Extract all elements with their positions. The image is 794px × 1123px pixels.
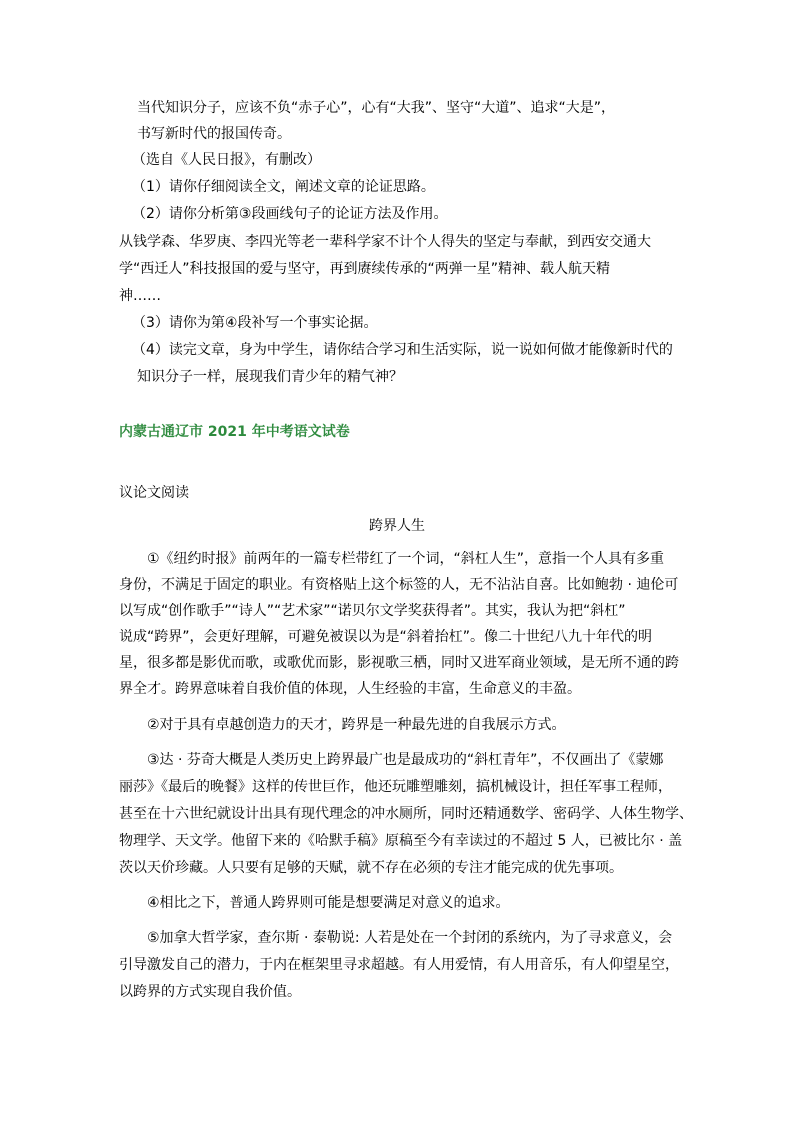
essay-title: 跨界人生 bbox=[369, 518, 425, 534]
paragraph-5-line: 引导激发自己的潜力，于内在框架里寻求超越。有人用爱情，有人用音乐，有人仰望星空， bbox=[119, 957, 679, 973]
paragraph-3-line: 甚至在十六世纪就设计出具有现代理念的冲水厕所，同时还精通数学、密码学、人体生物学、 bbox=[119, 806, 693, 822]
quoted-sentence-line: 神…… bbox=[119, 288, 161, 304]
paragraph-3-line: 丽莎》《最后的晚餐》这样的传世巨作，他还玩雕塑雕刻，搞机械设计，担任军事工程师， bbox=[119, 779, 672, 795]
paragraph-3-line: 物理学、天文学。他留下来的《哈默手稿》原稿至今有幸读过的不超过 5 人，已被比尔 · 盖 bbox=[119, 833, 683, 849]
paragraph-1-line: 说成“跨界”，会更好理解，可避免被误以为是“斜着抬杠”。像二十世纪八九十年代的明 bbox=[119, 629, 653, 645]
paragraph-1-line: 身份，不满足于固定的职业。有资格贴上这个标签的人，无不沾沾自喜。比如鲍勃 · 迪伦可 bbox=[119, 577, 679, 593]
paragraph-line: 当代知识分子，应该不负“赤子心”，心有“大我”、坚守“大道”、追求“大是”， bbox=[137, 100, 616, 116]
paragraph-1-line: ①《纽约时报》前两年的一篇专栏带红了一个词，“斜杠人生”，意指一个人具有多重 bbox=[147, 551, 665, 567]
paragraph-3-line: 茨以天价珍藏。人只要有足够的天赋，就不存在必须的专注才能完成的优先事项。 bbox=[119, 860, 623, 876]
section-label: 议论文阅读 bbox=[119, 485, 189, 501]
paragraph-5-line: ⑤加拿大哲学家，查尔斯 · 泰勒说: 人若是处在一个封闭的系统内，为了寻求意义，会 bbox=[147, 930, 673, 946]
paragraph-1-line: 界全才。跨界意味着自我价值的体现，人生经验的丰富，生命意义的丰盈。 bbox=[119, 681, 581, 697]
source-note: （选自《人民日报》，有删改） bbox=[132, 152, 321, 168]
question-4-cont: 知识分子一样，展现我们青少年的精气神？ bbox=[137, 369, 403, 385]
paragraph-line: 书写新时代的报国传奇。 bbox=[137, 126, 291, 142]
quoted-sentence-line: 学“西迁人”科技报国的爱与坚守，再到赓续传承的“两弹一星”精神、载人航天精 bbox=[119, 261, 611, 277]
question-4: （4）读完文章，身为中学生，请你结合学习和生活实际，说一说如何做才能像新时代的 bbox=[132, 342, 673, 358]
paragraph-5-line: 以跨界的方式实现自我价值。 bbox=[119, 984, 301, 1000]
paragraph-2: ②对于具有卓越创造力的天才，跨界是一种最先进的自我展示方式。 bbox=[147, 717, 566, 733]
question-1: （1）请你仔细阅读全文，阐述文章的论证思路。 bbox=[132, 179, 435, 195]
paragraph-1-line: 以写成“创作歌手”“诗人”“艺术家”“诺贝尔文学奖获得者”。其实，我认为把“斜杠” bbox=[119, 603, 626, 619]
paragraph-3-line: ③达 · 芬奇大概是人类历史上跨界最广也是最成功的“斜杠青年”，不仅画出了《蒙娜 bbox=[147, 752, 664, 768]
paragraph-4: ④相比之下，普通人跨界则可能是想要满足对意义的追求。 bbox=[147, 895, 510, 911]
question-2: （2）请你分析第③段画线句子的论证方法及作用。 bbox=[132, 206, 448, 222]
question-3: （3）请你为第④段补写一个事实论据。 bbox=[132, 315, 378, 331]
exam-heading: 内蒙古通辽市 2021 年中考语文试卷 bbox=[119, 424, 350, 440]
quoted-sentence-line: 从钱学森、华罗庚、李四光等老一辈科学家不计个人得失的坚定与奉献，到西安交通大 bbox=[119, 234, 651, 250]
paragraph-1-line: 星，很多都是影优而歌，或歌优而影，影视歌三栖，同时又进军商业领域，是无所不通的跨 bbox=[119, 655, 679, 671]
